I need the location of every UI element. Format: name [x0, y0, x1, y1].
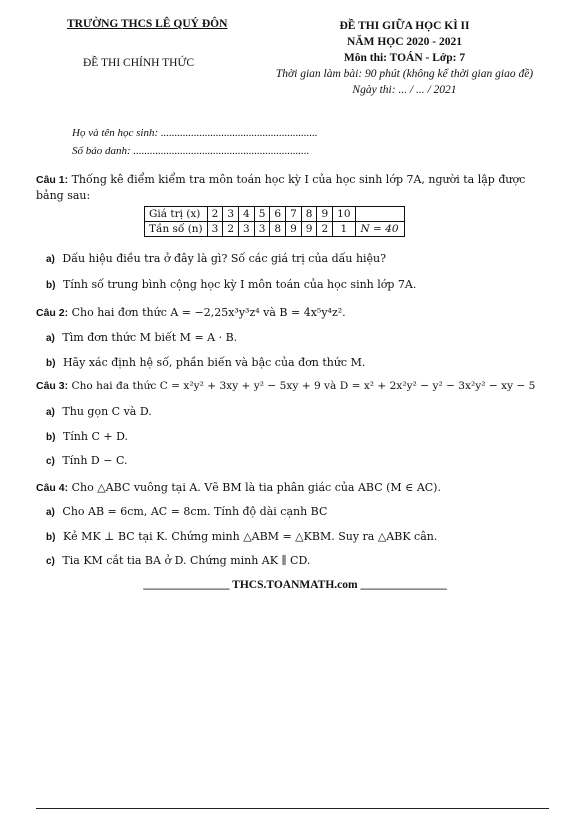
subject: Môn thi: TOÁN - Lớp: 7 [343, 52, 466, 64]
question-3b-label: b) [46, 432, 56, 443]
table-cell: 8 [301, 207, 317, 222]
question-4-label: Câu 4: [36, 482, 69, 494]
question-3c-text: Tính D − C. [62, 454, 128, 467]
question-4b [46, 529, 546, 545]
question-2b [46, 355, 546, 371]
table-cell: 3 [223, 207, 239, 222]
question-4-text: Cho △ABC vuông tại A. Vẽ BM là tia phân giác của ABC (M ∈ AC). [71, 481, 441, 494]
question-2a-text: Tìm đơn thức M biết M = A · B. [62, 331, 238, 344]
table-cell: 9 [286, 222, 302, 237]
question-1-text: Thống kê điểm kiểm tra môn toán học kỳ I của học sinh lớp 7A, người ta lập được bảng sau: [36, 173, 526, 202]
question-3b [46, 429, 546, 445]
frequency-table [144, 206, 405, 237]
official-exam-label: ĐỀ THI CHÍNH THỨC [83, 57, 195, 69]
table-cell: 9 [301, 222, 317, 237]
table-cell: Giá trị (x) [145, 207, 208, 222]
student-id-field: Số báo danh: ................................................................ [72, 145, 310, 157]
question-2-label: Câu 2: [36, 307, 69, 319]
table-cell: 3 [254, 222, 270, 237]
question-1b-label: b) [46, 280, 56, 291]
question-1 [36, 172, 548, 203]
question-2-text: Cho hai đơn thức A = −2,25x³y³z⁴ và B = 4x⁵y⁴z². [71, 306, 346, 319]
table-cell: 2 [317, 222, 333, 237]
question-3-label: Câu 3: [36, 380, 69, 392]
table-cell: 3 [239, 222, 255, 237]
question-1a-text: Dấu hiệu điều tra ở đây là gì? Số các giá trị của dấu hiệu? [62, 252, 387, 265]
table-cell: 2 [223, 222, 239, 237]
table-cell: 6 [270, 207, 286, 222]
question-4a-label: a) [46, 507, 55, 518]
bottom-divider [36, 808, 549, 809]
question-2b-text: Hãy xác định hệ số, phần biến và bậc của đơn thức M. [62, 356, 366, 369]
question-3b-text: Tính C + D. [62, 430, 129, 443]
table-row [145, 207, 405, 222]
school-year: NĂM HỌC 2020 - 2021 [347, 36, 462, 48]
question-3a-label: a) [46, 407, 55, 418]
duration: Thời gian làm bài: 90 phút (không kể thời gian giao đề) [275, 68, 534, 80]
question-3c [46, 453, 546, 469]
question-4c-text: Tia KM cắt tia BA ở D. Chứng minh AK ∥ CD. [62, 554, 311, 567]
table-cell: Tần số (n) [145, 222, 208, 237]
question-2a-label: a) [46, 333, 55, 344]
exam-date: Ngày thi: ... / ... / 2021 [352, 84, 457, 96]
table-cell: 7 [286, 207, 302, 222]
question-4b-text: Kẻ MK ⊥ BC tại K. Chứng minh △ABM = △KBM. Suy ra △ABK cân. [62, 530, 438, 543]
question-4b-label: b) [46, 532, 56, 543]
question-2b-label: b) [46, 358, 56, 369]
table-cell: 10 [333, 207, 355, 222]
exam-header [262, 18, 547, 98]
question-4 [36, 480, 548, 496]
student-name-field: Họ và tên học sinh: ......................................................... [72, 127, 318, 139]
table-cell: 3 [207, 222, 223, 237]
footer-source: _______________ THCS.TOANMATH.com _______________ [143, 579, 447, 591]
table-cell: 5 [254, 207, 270, 222]
table-cell: 1 [333, 222, 355, 237]
question-3-text: Cho hai đa thức C = x²y² + 3xy + y² − 5xy + 9 và D = x² + 2x²y² − y² − 3x²y² − xy − 5 [71, 380, 536, 392]
question-1b-text: Tính số trung bình cộng học kỳ I môn toán của học sinh lớp 7A. [62, 278, 417, 291]
table-cell: 2 [207, 207, 223, 222]
question-2 [36, 305, 548, 321]
table-cell: 9 [317, 207, 333, 222]
question-4c-label: c) [46, 556, 55, 567]
table-cell: 4 [239, 207, 255, 222]
question-4c [46, 553, 546, 569]
table-cell: N = 40 [355, 222, 404, 237]
question-2a [46, 330, 546, 346]
question-1b [46, 277, 546, 293]
question-4a [46, 504, 546, 520]
question-3a [46, 404, 546, 420]
table-cell [355, 207, 404, 222]
question-1-label: Câu 1: [36, 174, 69, 186]
question-3c-label: c) [46, 456, 55, 467]
school-name: TRƯỜNG THCS LÊ QUÝ ĐÔN [67, 18, 228, 30]
question-4a-text: Cho AB = 6cm, AC = 8cm. Tính độ dài cạnh BC [62, 505, 328, 518]
question-3a-text: Thu gọn C và D. [62, 405, 152, 418]
question-3 [36, 379, 556, 394]
table-row [145, 222, 405, 237]
question-1a-label: a) [46, 254, 55, 265]
table-cell: 8 [270, 222, 286, 237]
question-1a [46, 251, 546, 267]
exam-title: ĐỀ THI GIỮA HỌC KÌ II [339, 20, 470, 32]
